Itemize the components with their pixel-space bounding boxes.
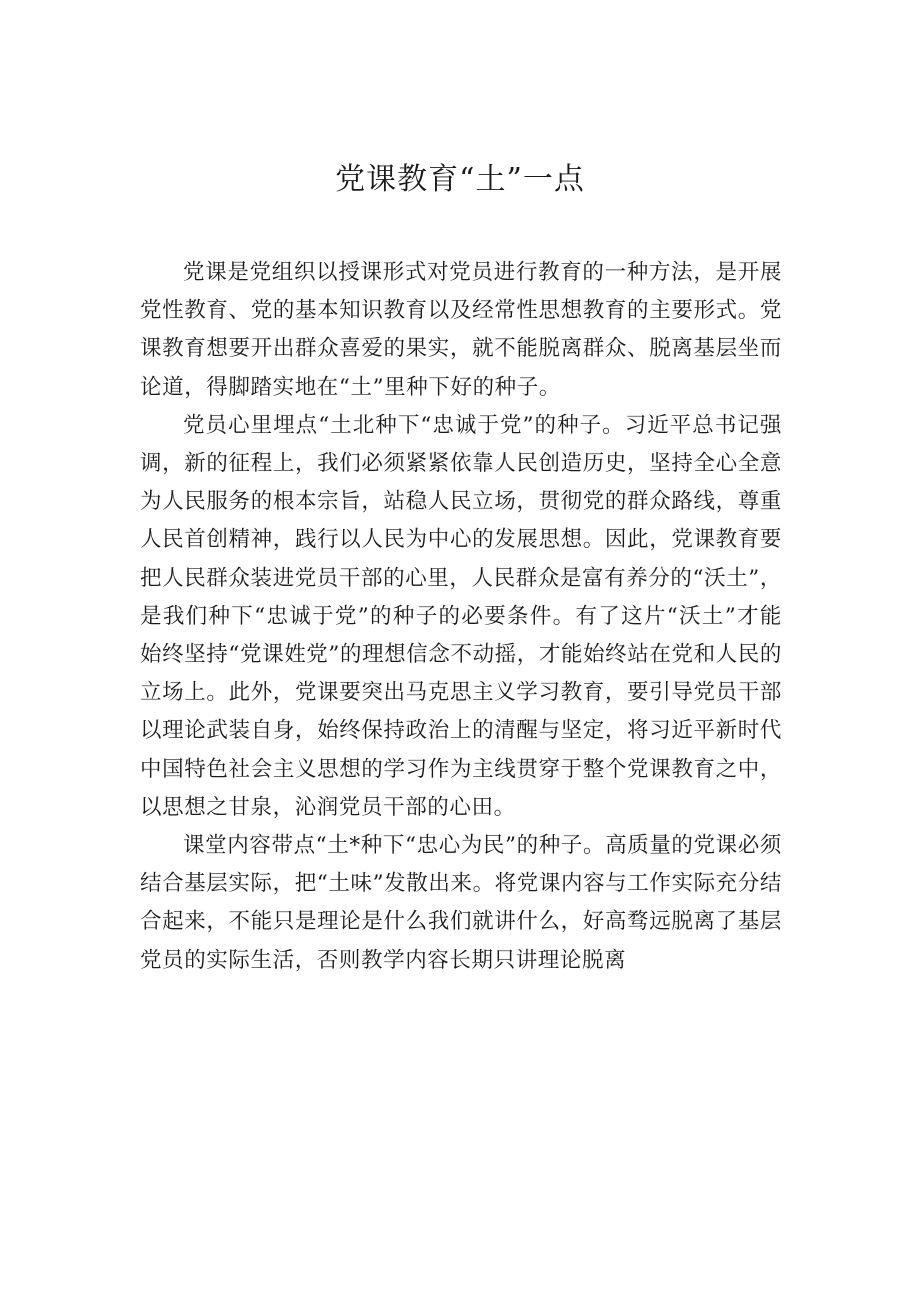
paragraph-class-content: 课堂内容带点“土*种下“忠心为民”的种子。高质量的党课必须结合基层实际，把“土味”发散出来。将党课内容与工作实际充分结合起来，不能只是理论是什么我们就讲什么，好高骛远脱离了基层党员的实际生活，否则教学内容长期只讲理论脱离 xyxy=(140,833,782,973)
paragraph-party-members: 党员心里埋点“土北种下“忠诚于党”的种子。习近平总书记强调，新的征程上，我们必须紧紧依靠人民创造历史，坚持全心全意为人民服务的根本宗旨，站稳人民立场，贯彻党的群众路线，尊重人民首创精神，践行以人民为中心的发展思想。因此，党课教育要把人民群众装进党员干部的心里，人民群众是富有养分的“沃土”，是我们种下“忠诚于党”的种子的必要条件。有了这片“沃土”才能始终坚持“党课姓党”的理想信念不动摇，才能始终站在党和人民的立场上。此外，党课要突出马克思主义学习教育，要引导党员干部以理论武装自身，始终保持政治上的清醒与坚定，将习近平新时代中国特色社会主义思想的学习作为主线贯穿于整个党课教育之中，以思想之甘泉，沁润党员干部的心田。 xyxy=(140,412,782,820)
document-body xyxy=(140,254,782,980)
document-title: 党课教育“土”一点 xyxy=(335,162,585,197)
paragraph-intro: 党课是党组织以授课形式对党员进行教育的一种方法，是开展党性教育、党的基本知识教育以及经常性思想教育的主要形式。党课教育想要开出群众喜爱的果实，就不能脱离群众、脱离基层坐而论道，得脚踏实地在“土”里种下好的种子。 xyxy=(140,260,782,400)
